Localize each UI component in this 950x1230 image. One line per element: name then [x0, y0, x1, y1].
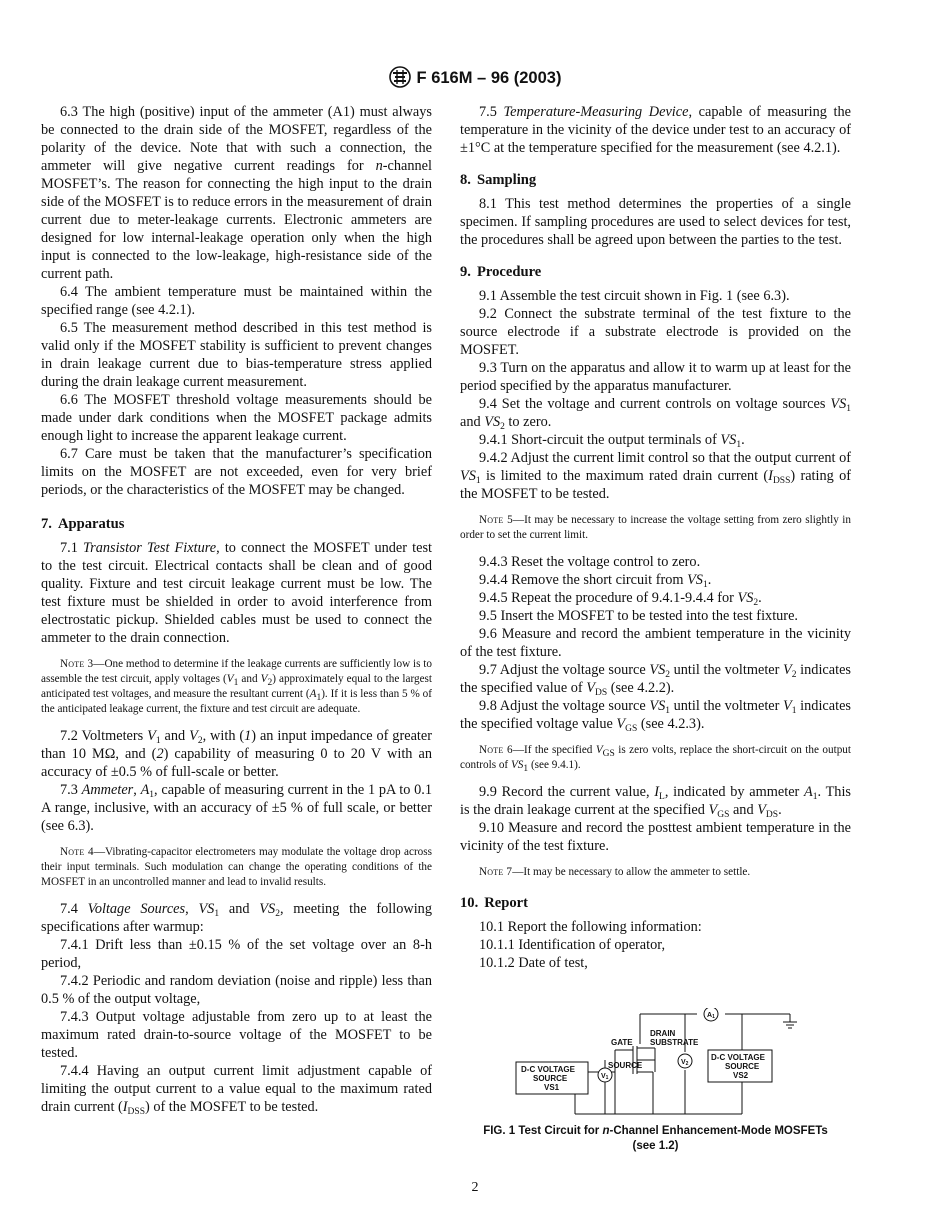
- para-7-1: 7.1 Transistor Test Fixture, to connect the MOSFET under test to the test circuit. Electrical contacts shall be clean and of good quality. Fixture and test circuit leakage current must be low. The test fixture must be shielded in order to avoid interference from electrostatic pickup. Shielded cables must be used to connect the ammeter to the drain connection.: [41, 540, 432, 646]
- para-7-4: 7.4 Voltage Sources, $VS_1$ and $VS_2$, meeting the following specifications after warmup:: [41, 901, 432, 935]
- para-7-2: 7.2 Voltmeters $V_1$ and $V_2$, with (1) an input impedance of greater than 10 MΩ, and (2) capability of measuring 0 to 20 V with an accuracy of ±0.5 % of full-scale or better.: [41, 728, 432, 780]
- para-9-5: 9.5 Insert the MOSFET to be tested into the test fixture.: [479, 608, 798, 624]
- para-6-4: 6.4 The ambient temperature must be maintained within the specified range (see 4.2.1).: [41, 284, 432, 318]
- label-dc2-c: VS2: [733, 1071, 749, 1080]
- label-substrate: SUBSTRATE: [650, 1038, 699, 1047]
- para-10-1: 10.1 Report the following information:: [479, 919, 702, 935]
- section-heading-report: 10. Report: [460, 895, 529, 911]
- para-9-4: 9.4 Set the voltage and current controls on voltage sources $VS_1$ and $VS_2$ to zero.: [460, 396, 851, 432]
- para-7-3: 7.3 Ammeter, $A_1$, capable of measuring current in the 1 pA to 0.1 A range, inclusive, with an accuracy of ±5 % of full scale, or better (see 6.3).: [41, 782, 432, 834]
- label-v2: V2: [681, 1059, 689, 1067]
- right-column: [460, 103, 851, 972]
- section-heading-sampling: 8. Sampling: [460, 172, 537, 188]
- para-9-4-3: 9.4.3 Reset the voltage control to zero.: [479, 554, 701, 570]
- label-dc2-a: D-C VOLTAGE: [711, 1053, 765, 1062]
- label-dc1-a: D-C VOLTAGE: [521, 1065, 575, 1074]
- para-9-4-1: 9.4.1 Short-circuit the output terminals of $VS_1$.: [479, 432, 745, 450]
- para-9-8: 9.8 Adjust the voltage source $VS_1$ until the voltmeter $V_1$ indicates the specified voltage value $V_{GS}$ (see 4.2.3).: [460, 698, 851, 734]
- para-6-6: 6.6 The MOSFET threshold voltage measurements should be made under dark conditions when the MOSFET package admits enough light to increase the apparent leakage current.: [41, 392, 432, 444]
- label-source: SOURCE: [608, 1061, 643, 1070]
- test-circuit-figure: [505, 1008, 805, 1126]
- para-6-5: 6.5 The measurement method described in this test method is valid only if the MOSFET stability is sufficient to prevent changes in drain leakage current due to bias-temperature stress applied during the drain leakage current measurement.: [41, 320, 432, 390]
- para-6-3: 6.3 The high (positive) input of the ammeter (A1) must always be connected to the drain side of the MOSFET, regardless of the polarity of the device. Note that with such a connection, the ammeter will give negative current readings for n-channel MOSFET’s. The reason for connecting the high input to the drain side of the MOSFET is to reduce errors in the measurement of drain current due to meter-leakage currents. Electronic ammeters are designed for low internal-leakage operation only when the high input is connected to the low-leakage, high-resistance side of the current path.: [41, 104, 432, 282]
- note-6: Note 6—If the specified $V_{GS}$ is zero volts, replace the short-circuit on the output controls of $VS_1$ (see 9.4.1).: [460, 744, 851, 774]
- para-7-4-3: 7.4.3 Output voltage adjustable from zero up to at least the maximum rated drain-to-source voltage of the MOSFET to be tested.: [41, 1009, 432, 1061]
- astm-logo-icon: [389, 66, 411, 93]
- para-9-9: 9.9 Record the current value, $I_L$, indicated by ammeter $A_1$. This is the drain leakage current at the specified $V_{GS}$ and $V_{DS}$.: [460, 784, 851, 820]
- para-7-4-1: 7.4.1 Drift less than ±0.15 % of the set voltage over an 8-h period,: [41, 937, 432, 971]
- note-7: Note 7—It may be necessary to allow the ammeter to settle.: [479, 866, 751, 878]
- para-9-6: 9.6 Measure and record the ambient temperature in the vicinity of the test fixture.: [460, 626, 851, 660]
- para-10-1-2: 10.1.2 Date of test,: [479, 955, 588, 971]
- label-dc1-b: SOURCE: [533, 1074, 568, 1083]
- para-7-4-4: 7.4.4 Having an output current limit adjustment capable of limiting the output current to a value equal to the maximum rated drain current $(I_{DSS})$ of the MOSFET to be tested.: [41, 1063, 432, 1117]
- page-number: 2: [471, 1180, 479, 1195]
- figure-caption: FIG. 1 Test Circuit for n-Channel Enhancement-Mode MOSFETs (see 1.2): [483, 1125, 828, 1152]
- para-7-5: 7.5 Temperature-Measuring Device, capable of measuring the temperature in the vicinity of the device under test to an accuracy of ±1°C at the temperature specified for the measurement (see 4.2.1).: [460, 104, 851, 156]
- note-4: Note 4—Vibrating-capacitor electrometers may modulate the voltage drop across their input terminals. Such modulation can change the operating conditions of the MOSFET in an uncontrolled manner and lead to invalid results.: [41, 846, 432, 888]
- para-8-1: 8.1 This test method determines the properties of a single specimen. If sampling procedures are used to select devices for test, the procedures shall be agreed upon between the parties to the test.: [460, 196, 851, 248]
- para-9-4-5: 9.4.5 Repeat the procedure of 9.4.1-9.4.4 for $VS_2$.: [479, 590, 762, 608]
- label-dc1-c: VS1: [544, 1083, 560, 1092]
- section-heading-apparatus: 7. Apparatus: [41, 516, 125, 532]
- section-heading-procedure: 9. Procedure: [460, 264, 542, 280]
- label-gate: GATE: [611, 1038, 633, 1047]
- document-designation: F 616M – 96 (2003): [416, 69, 562, 87]
- para-7-4-2: 7.4.2 Periodic and random deviation (noise and ripple) less than 0.5 % of the output voltage,: [41, 973, 432, 1007]
- label-drain: DRAIN: [650, 1029, 676, 1038]
- para-9-4-2: 9.4.2 Adjust the current limit control so that the output current of $VS_1$ is limited to the maximum rated drain current $(I_{DSS})$ rating of the MOSFET to be tested.: [460, 450, 851, 502]
- note-3: Note 3—One method to determine if the leakage currents are sufficiently low is to assemble the test circuit, apply voltages ($V_1$ and $V_2$) approximately equal to the largest anticipated test voltages, and measure the resultant current $(A_1)$. If it is less than 5 % of the anticipated leakage current, the fixture and test circuit are adequate.: [41, 658, 433, 715]
- para-9-4-4: 9.4.4 Remove the short circuit from $VS_1$.: [479, 572, 712, 590]
- para-9-3: 9.3 Turn on the apparatus and allow it to warm up at least for the period specified by the apparatus manufacturer.: [460, 360, 851, 394]
- para-9-10: 9.10 Measure and record the posttest ambient temperature in the vicinity of the test fixture.: [460, 820, 851, 854]
- para-9-7: 9.7 Adjust the voltage source $VS_2$ until the voltmeter $V_2$ indicates the specified value of $V_{DS}$ (see 4.2.2).: [460, 662, 851, 698]
- para-9-2: 9.2 Connect the substrate terminal of the test fixture to the source electrode if a substrate electrode is provided on the MOSFET.: [460, 306, 851, 358]
- note-5: Note 5—It may be necessary to increase the voltage setting from zero slightly in order to set the current limit.: [460, 514, 851, 541]
- label-v1: V1: [601, 1073, 609, 1081]
- label-dc2-b: SOURCE: [725, 1062, 760, 1071]
- page-header: [0, 66, 950, 93]
- para-10-1-1: 10.1.1 Identification of operator,: [479, 937, 666, 953]
- para-9-1: 9.1 Assemble the test circuit shown in Fig. 1 (see 6.3).: [479, 288, 790, 304]
- left-column: [41, 103, 432, 1116]
- label-a1: A1: [707, 1012, 715, 1020]
- para-6-7: 6.7 Care must be taken that the manufacturer’s specification limits on the MOSFET are not exceeded, even for very brief periods, or the characteristics of the MOSFET may be changed.: [41, 446, 433, 498]
